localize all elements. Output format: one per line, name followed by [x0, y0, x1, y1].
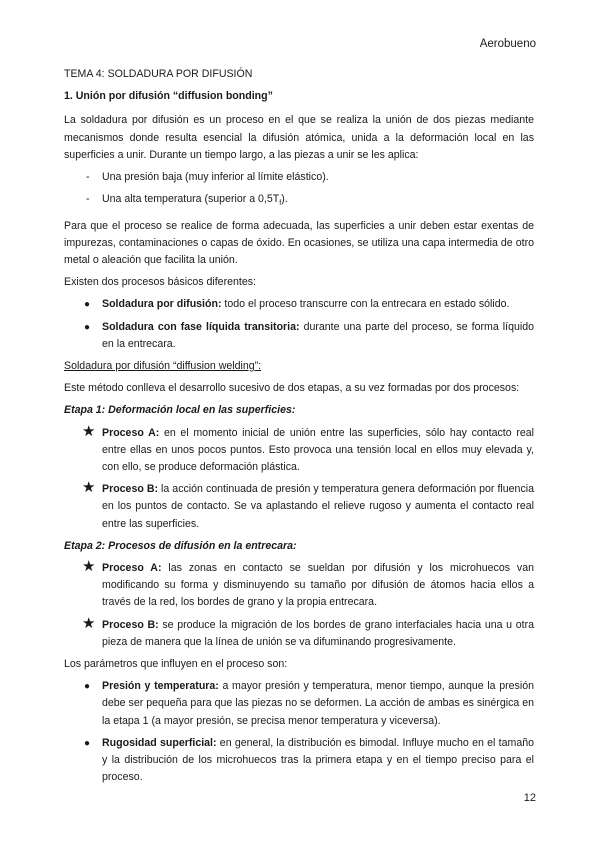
params-intro: Los parámetros que influyen en el proceso son:	[64, 658, 288, 670]
welding-heading: Soldadura por difusión “diffusion welding”:	[64, 359, 262, 372]
item-text: durante una parte del proceso, se forma líquido en la entrecara.	[102, 320, 534, 350]
section-title: 1. Unión por difusión “diffusion bonding”	[64, 90, 273, 103]
item-text: en el momento inicial de unión entre las superficies, sólo hay contacto real entre ellas en unos pocos puntos. Esto provoca una tensión local en ellos muy elevada y, con ello, se produce deformación plástica.	[102, 426, 534, 473]
item-term: Proceso B:	[102, 483, 159, 496]
list-item	[64, 319, 534, 353]
bullet-icon: ●	[84, 321, 91, 333]
star-icon: ★	[82, 422, 96, 440]
item-text: en general, la distribución es bimodal. Influye mucho en el tamaño y la distribución de los microhuecos tras la primera etapa y en el tiempo preciso para el proceso.	[102, 736, 534, 784]
etapa-1-title: Etapa 1: Deformación local en las superficies:	[64, 404, 296, 417]
processes-list	[64, 296, 534, 353]
item-text: se produce la migración de los bordes de grano interfaciales hacia una u otra pieza de manera que la línea de unión se va difuminando progresivamente.	[102, 618, 534, 648]
item-term: Rugosidad superficial:	[102, 736, 217, 749]
item-term: Proceso A:	[102, 561, 162, 574]
bullet-icon: ●	[84, 299, 91, 311]
star-icon: ★	[82, 614, 96, 632]
conditions-list	[64, 169, 534, 213]
condition-text-end: ).	[281, 193, 288, 206]
page-number: 12	[523, 792, 536, 804]
condition-text: Una presión baja (muy inferior al límite elástico).	[102, 171, 329, 184]
processes-intro: Existen dos procesos básicos diferentes:	[64, 276, 256, 289]
item-text: a mayor presión y temperatura, menor tiempo, aunque la presión debe ser pequeña para que las piezas no se deformen. La acción de ambas es sinérgica en la etapa 1 (a mayor presión, se precisa menor temperatura y viceversa).	[102, 680, 534, 727]
list-item	[64, 422, 534, 477]
list-item	[64, 191, 534, 212]
requirements-paragraph: Para que el proceso se realice de forma adecuada, las superficies a unir deben estar exentas de impurezas, contaminaciones o capas de óxido. En ocasiones, se utiliza una capa intermedia de otro metal o aleación que facilita la unión.	[64, 219, 534, 266]
list-item	[64, 169, 534, 186]
item-term: Proceso B:	[102, 618, 159, 631]
welding-intro: Este método conlleva el desarrollo sucesivo de dos etapas, a su vez formadas por dos procesos:	[64, 382, 520, 395]
item-term: Soldadura con fase líquida transitoria:	[102, 320, 300, 333]
dash-icon: -	[86, 193, 90, 206]
item-text: todo el proceso transcurre con la entrecara en estado sólido.	[221, 298, 510, 311]
list-item	[64, 296, 534, 313]
condition-text: Una alta temperatura (superior a 0,5T	[102, 193, 280, 206]
list-item	[64, 481, 534, 533]
bullet-icon: ●	[84, 737, 91, 749]
list-item	[64, 557, 534, 612]
header-title: Aerobueno	[479, 38, 536, 50]
params-list	[64, 678, 534, 786]
tema-title: TEMA 4: SOLDADURA POR DIFUSIÓN	[64, 68, 253, 80]
list-item	[64, 735, 534, 787]
dash-icon: -	[86, 171, 90, 184]
star-icon: ★	[82, 479, 96, 497]
bullet-icon: ●	[84, 681, 91, 693]
etapa-2-list	[64, 557, 534, 651]
item-term: Presión y temperatura:	[102, 680, 219, 693]
item-term: Proceso A:	[102, 426, 160, 439]
star-icon: ★	[82, 557, 96, 575]
document-body	[64, 66, 534, 791]
list-item	[64, 678, 534, 730]
intro-paragraph: La soldadura por difusión es un proceso en el que se realiza la unión de dos piezas mediante mecanismos donde resulta esencial la difusión atómica, unida a la deformación local en las superficies a unir. Durante un tiempo largo, a las piezas a unir se les aplica:	[64, 114, 534, 161]
item-text: la acción continuada de presión y temperatura genera deformación por fluencia en los puntos de contacto. Se va aplastando el relieve rugoso y aumenta el contacto real entre las superficies.	[102, 483, 534, 530]
item-text: las zonas en contacto se sueldan por difusión y los microhuecos van modificando su forma y disminuyendo su tamaño por difusión de átomos hacia ellos a través de la red, los bordes de grano y la propia entrecara.	[102, 561, 534, 609]
list-item	[64, 614, 534, 651]
item-term: Soldadura por difusión:	[102, 298, 222, 311]
etapa-2-title: Etapa 2: Procesos de difusión en la entrecara:	[64, 539, 297, 552]
etapa-1-list	[64, 422, 534, 533]
subscript: f	[279, 200, 282, 208]
